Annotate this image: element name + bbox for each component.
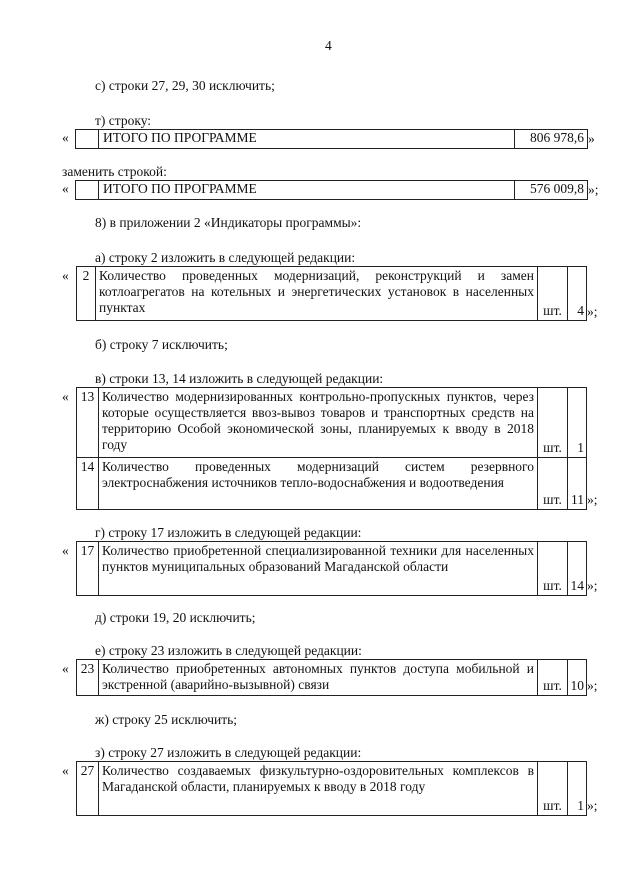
row-value: 1 — [568, 762, 587, 816]
item-8: 8) в приложении 2 «Индикаторы программы»: — [95, 215, 362, 230]
total-old-label: ИТОГО ПО ПРОГРАММЕ — [99, 130, 515, 149]
page-number: 4 — [325, 38, 332, 53]
table-row — [77, 762, 587, 816]
total-new-table — [75, 180, 588, 200]
row-text: Количество приобретенной специализированной техники для населенных пунктов муниципальных образований Магаданской области — [99, 542, 538, 596]
row-value: 11 — [568, 458, 587, 510]
open-quote: « — [62, 268, 69, 283]
item-g: г) строку 17 изложить в следующей редакции: — [95, 525, 362, 540]
open-quote: « — [62, 130, 69, 145]
table-row — [77, 542, 587, 596]
table-row — [77, 458, 587, 510]
row-unit: шт. — [538, 458, 568, 510]
row-value: 1 — [568, 388, 587, 458]
row-value: 14 — [568, 542, 587, 596]
indicator-table-13-14 — [76, 387, 587, 510]
close-quote: »; — [587, 304, 598, 319]
row-text: Количество создаваемых физкультурно-оздоровительных комплексов в Магаданской области, планируемых к вводу в 2018 году — [99, 762, 538, 816]
row-value: 10 — [568, 660, 587, 696]
replace-text: заменить строкой: — [62, 164, 167, 179]
open-quote: « — [62, 763, 69, 778]
row-text: Количество приобретенных автономных пунктов доступа мобильной и экстренной (аварийно-вызывной) связи — [99, 660, 538, 696]
indicator-table-27 — [76, 761, 587, 816]
total-new-label: ИТОГО ПО ПРОГРАММЕ — [99, 181, 515, 200]
item-t: т) строку: — [95, 113, 152, 128]
open-quote: « — [62, 389, 69, 404]
row-number: 27 — [77, 762, 99, 816]
row-number: 13 — [77, 388, 99, 458]
indicator-table-23 — [76, 659, 587, 696]
item-zh: ж) строку 25 исключить; — [95, 712, 238, 727]
indicator-table-2 — [76, 266, 587, 321]
table-row — [77, 660, 587, 696]
row-unit: шт. — [538, 542, 568, 596]
close-quote: »; — [587, 678, 598, 693]
open-quote: « — [62, 181, 69, 196]
item-a: а) строку 2 изложить в следующей редакции: — [95, 250, 356, 265]
row-number: 17 — [77, 542, 99, 596]
item-c: с) строки 27, 29, 30 исключить; — [95, 78, 275, 93]
total-old-table — [75, 129, 588, 149]
item-d: д) строки 19, 20 исключить; — [95, 610, 256, 625]
row-unit: шт. — [538, 660, 568, 696]
table-row — [77, 267, 587, 321]
row-value: 4 — [568, 267, 587, 321]
item-v: в) строки 13, 14 изложить в следующей редакции: — [95, 371, 384, 386]
item-e: е) строку 23 изложить в следующей редакции: — [95, 643, 362, 658]
close-quote: »; — [587, 578, 598, 593]
close-quote: » — [588, 131, 595, 146]
row-number: 14 — [77, 458, 99, 510]
total-new-value: 576 009,8 — [515, 181, 588, 200]
open-quote: « — [62, 661, 69, 676]
open-quote: « — [62, 543, 69, 558]
close-quote: »; — [588, 182, 599, 197]
close-quote: »; — [587, 798, 598, 813]
row-text: Количество проведенных модернизаций, реконструкций и замен котлоагрегатов на котельных и энергетических установок в населенных пунктах — [96, 267, 538, 321]
row-text: Количество проведенных модернизаций систем резервного электроснабжения источников тепло-водоснабжения и водоотведения — [99, 458, 538, 510]
row-unit: шт. — [538, 762, 568, 816]
row-unit: шт. — [538, 267, 568, 321]
item-b: б) строку 7 исключить; — [95, 337, 228, 352]
row-number: 2 — [77, 267, 96, 321]
row-number: 23 — [77, 660, 99, 696]
row-unit: шт. — [538, 388, 568, 458]
row-text: Количество модернизированных контрольно-пропускных пунктов, через которые осуществляется ввоз-вывоз товаров и транспортных средств на территорию Особой экономической зоны, планируемых к вводу в 2018 году — [99, 388, 538, 458]
close-quote: »; — [587, 492, 598, 507]
table-row — [77, 388, 587, 458]
total-old-value: 806 978,6 — [515, 130, 588, 149]
item-z: з) строку 27 изложить в следующей редакции: — [95, 745, 362, 760]
indicator-table-17 — [76, 541, 587, 596]
